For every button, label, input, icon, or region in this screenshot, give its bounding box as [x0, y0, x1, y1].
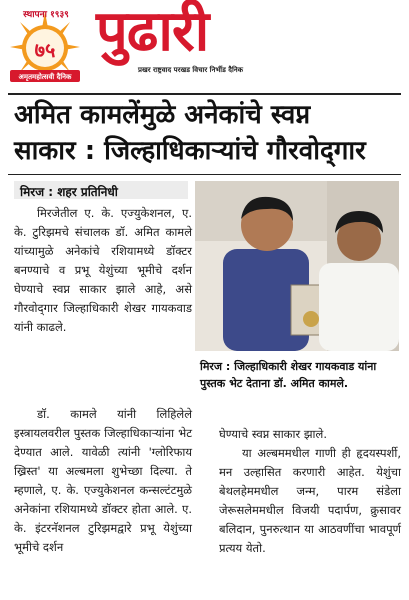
article-paragraph-1 [14, 204, 192, 337]
headline-line-1: अमित कामलेंमुळे अनेकांचे स्वप्न [14, 100, 311, 130]
masthead-divider [8, 93, 401, 95]
article-paragraph-2 [14, 405, 192, 557]
article-photo [195, 181, 399, 351]
headline-line-2: साकार : जिल्हाधिकाऱ्यांचे गौरवोद्‌गार [14, 136, 366, 166]
paragraph-3-continuation: घेण्याचे स्वप्न साकार झाले. [219, 427, 327, 441]
paragraph-3-text: या अल्बममधील गाणी ही हृदयस्पर्शी, मन उल्हासित करणारी आहेत. येशुंचा बेथलहेममधील जन्म, पारम संडेला जेरूसलेममधील विजयी पदार्पण, क्रुसावर बलिदान, पुनरुत्थान या आठवणींचा भावपूर्ण प्रत्यय येतो. [219, 446, 401, 555]
anniversary-label: अमृतमहोत्सवी दैनिक [18, 73, 72, 81]
masthead [0, 0, 409, 92]
article-paragraph-3 [219, 425, 401, 558]
newspaper-tagline: प्रखर राष्ट्रवाद परखड विचार निर्भीड दैनिक [138, 66, 244, 74]
established-year: स्थापना १९३९ [23, 10, 69, 20]
photo-caption: मिरज : जिल्हाधिकारी शेखर गायकवाड यांना पुस्तक भेट देताना डॉ. अमित कामले. [200, 360, 377, 390]
newspaper-logo: पुढारी [96, 0, 209, 64]
paragraph-1-text: मिरजेतील ए. के. एज्युकेशनल, ए. के. टुरिझमचे संचालक डॉ. अमित कामले यांच्यामुळे अनेकांचे रशियामध्ये डॉक्टर बनण्याचे व प्रभू येशुंच्या भूमीचे दर्शन घेण्याचे स्वप्न साकार झाले आहे, असे गौरवोद्‌गार जिल्हाधिकारी शेखर गायकवाड यांनी काढले. [14, 206, 192, 334]
byline: मिरज : शहर प्रतिनिधी [20, 185, 118, 199]
paragraph-2-text: डॉ. कामले यांनी लिहिलेले इस्त्रायलवरील पुस्तक जिल्हाधिकाऱ्यांना भेट देण्यात आले. यावेळी त्यांनी 'ग्लोरिफाय ख्रिस्त' या अल्बमला शुभेच्छा दिल्या. ते म्हणाले, ए. के. एज्युकेशनल कन्सल्टंटमुळे अनेकांना रशियामध्ये डॉक्टर होता आले. ए. के. इंटरनॅशनल टुरिझमद्वारे प्रभू येशुंच्या भूमीचे दर्शन [14, 407, 192, 554]
headline-divider [8, 174, 401, 175]
anniversary-number: ७५ [34, 38, 56, 62]
